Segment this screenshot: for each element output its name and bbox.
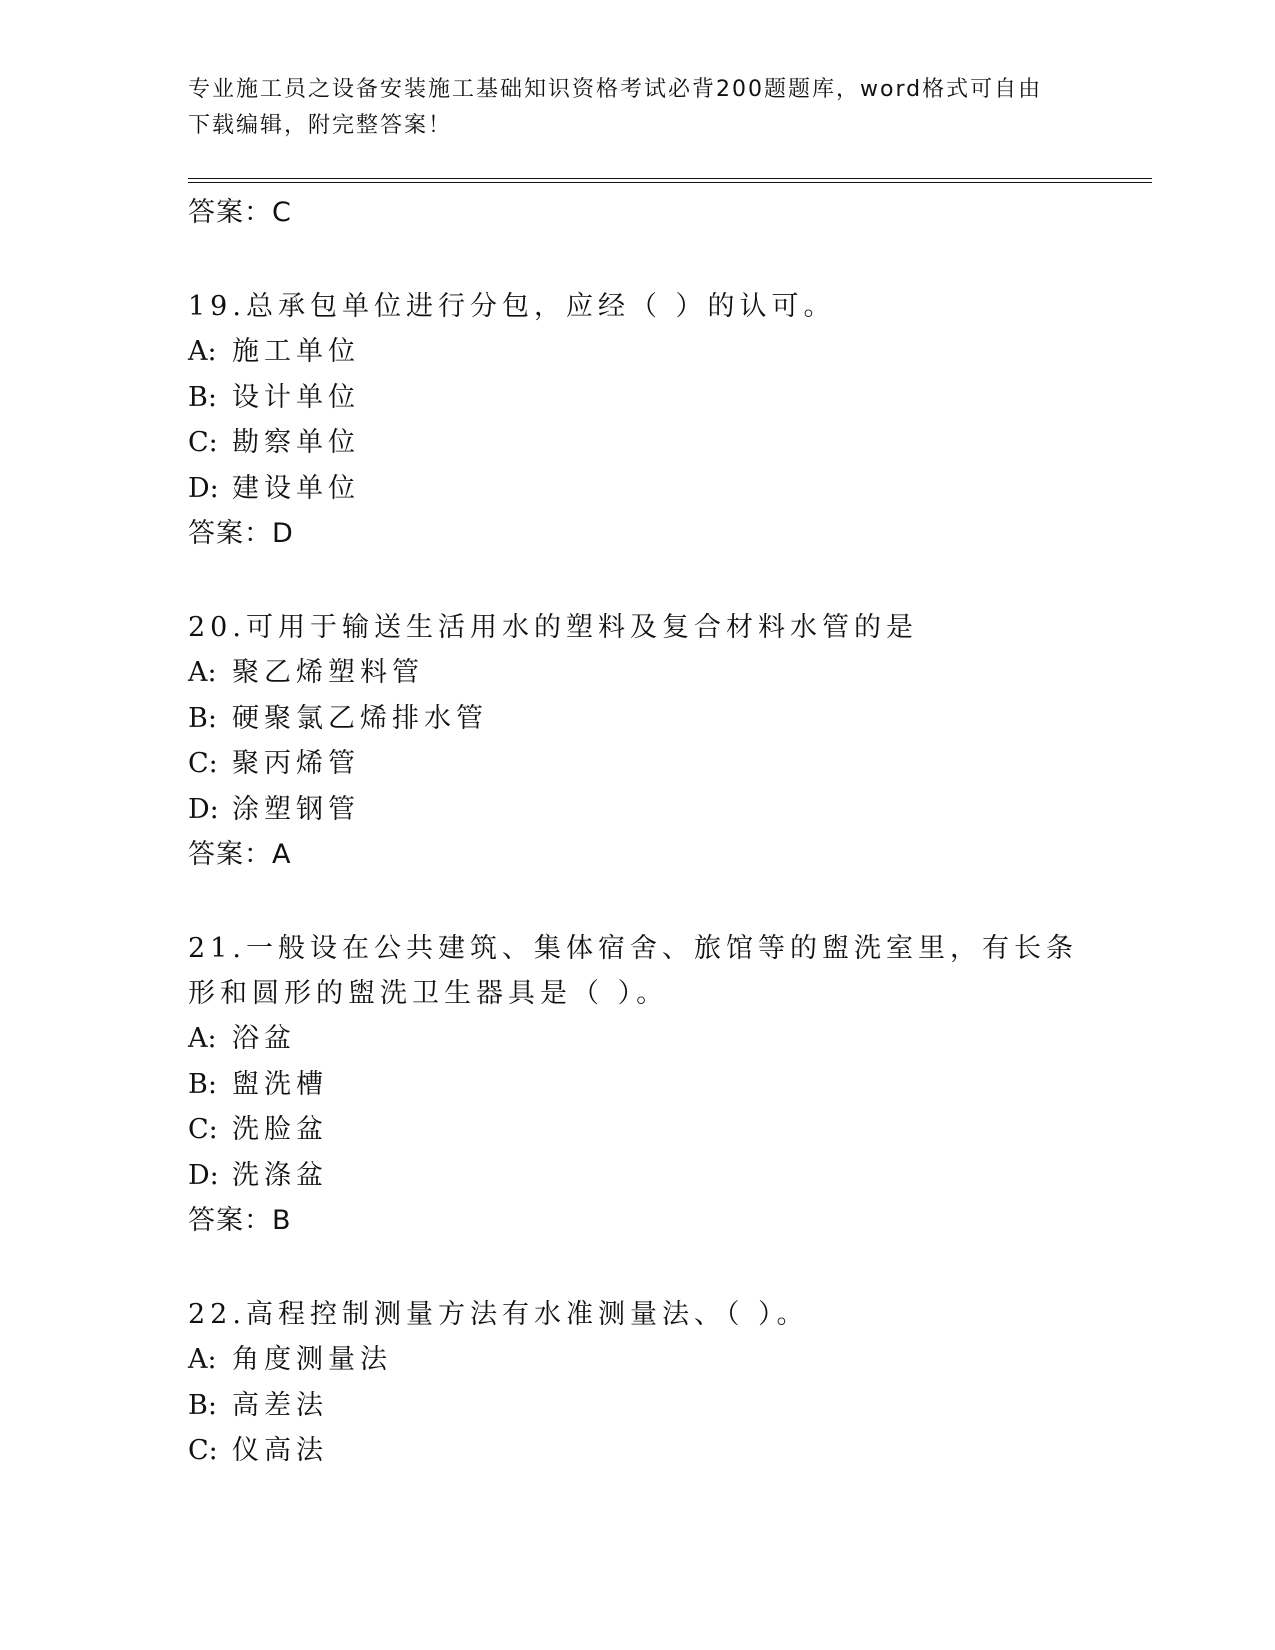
answer-line: 答案：B xyxy=(188,1205,292,1236)
option-text: 施工单位 xyxy=(232,336,360,367)
answer-line: 答案：C xyxy=(188,197,292,228)
option-label: B: xyxy=(188,1068,217,1100)
option-label: B: xyxy=(188,702,217,734)
option xyxy=(188,466,1088,512)
option-text: 设计单位 xyxy=(232,381,360,413)
answer-line: 答案：A xyxy=(188,839,292,870)
header-line-1: 专业施工员之设备安装施工基础知识资格考试必背200题题库，word格式可自由 xyxy=(188,77,1043,102)
option xyxy=(188,696,1088,742)
option xyxy=(188,1062,1088,1108)
option-text: 勘察单位 xyxy=(232,427,360,458)
header-divider-bottom xyxy=(188,182,1152,183)
option xyxy=(188,741,1088,787)
option-label: D: xyxy=(188,1159,219,1191)
option-text: 高差法 xyxy=(232,1389,328,1421)
question-text: 21.一般设在公共建筑、集体宿舍、旅馆等的盥洗室里，有长条形和圆形的盥洗卫生器具是（ ）。 xyxy=(188,933,1078,1009)
option-label: A: xyxy=(188,657,217,688)
option xyxy=(188,375,1088,421)
question-block xyxy=(188,605,1088,878)
option xyxy=(188,1016,1088,1062)
option-label: C: xyxy=(188,427,218,458)
option xyxy=(188,787,1088,833)
option xyxy=(188,1428,1088,1474)
option-label: C: xyxy=(188,748,218,779)
option-text: 浴盆 xyxy=(232,1023,296,1054)
question-block xyxy=(188,284,1088,557)
option-label: C: xyxy=(188,1435,218,1466)
question-text: 22.高程控制测量方法有水准测量法、（ ）。 xyxy=(188,1299,809,1330)
header-divider-top xyxy=(188,178,1152,179)
option-text: 盥洗槽 xyxy=(232,1068,328,1100)
question-block xyxy=(188,1292,1088,1474)
option-label: D: xyxy=(188,793,219,825)
question-text: 20.可用于输送生活用水的塑料及复合材料水管的是 xyxy=(188,612,918,643)
option-text: 聚乙烯塑料管 xyxy=(232,657,424,688)
option-text: 硬聚氯乙烯排水管 xyxy=(232,702,488,734)
option xyxy=(188,1383,1088,1429)
option-text: 洗脸盆 xyxy=(232,1114,328,1145)
option-label: C: xyxy=(188,1114,218,1145)
option-text: 角度测量法 xyxy=(232,1344,392,1375)
option-text: 聚丙烯管 xyxy=(232,748,360,779)
option xyxy=(188,1337,1088,1383)
document-header xyxy=(188,72,1068,144)
option xyxy=(188,329,1088,375)
option-label: B: xyxy=(188,381,217,413)
option-text: 仪高法 xyxy=(232,1435,328,1466)
option xyxy=(188,650,1088,696)
option xyxy=(188,420,1088,466)
header-line-2: 下载编辑，附完整答案！ xyxy=(188,113,453,138)
option-label: A: xyxy=(188,336,217,367)
answer-line: 答案：D xyxy=(188,518,294,549)
option xyxy=(188,1153,1088,1199)
option xyxy=(188,1107,1088,1153)
document-body xyxy=(188,190,1088,1474)
question-text: 19.总承包单位进行分包，应经（ ）的认可。 xyxy=(188,291,836,322)
option-text: 洗涤盆 xyxy=(232,1159,328,1191)
option-label: A: xyxy=(188,1023,217,1054)
option-label: A: xyxy=(188,1344,217,1375)
option-label: D: xyxy=(188,472,219,504)
option-text: 建设单位 xyxy=(232,472,360,504)
question-block xyxy=(188,926,1088,1244)
option-label: B: xyxy=(188,1389,217,1421)
option-text: 涂塑钢管 xyxy=(232,793,360,825)
